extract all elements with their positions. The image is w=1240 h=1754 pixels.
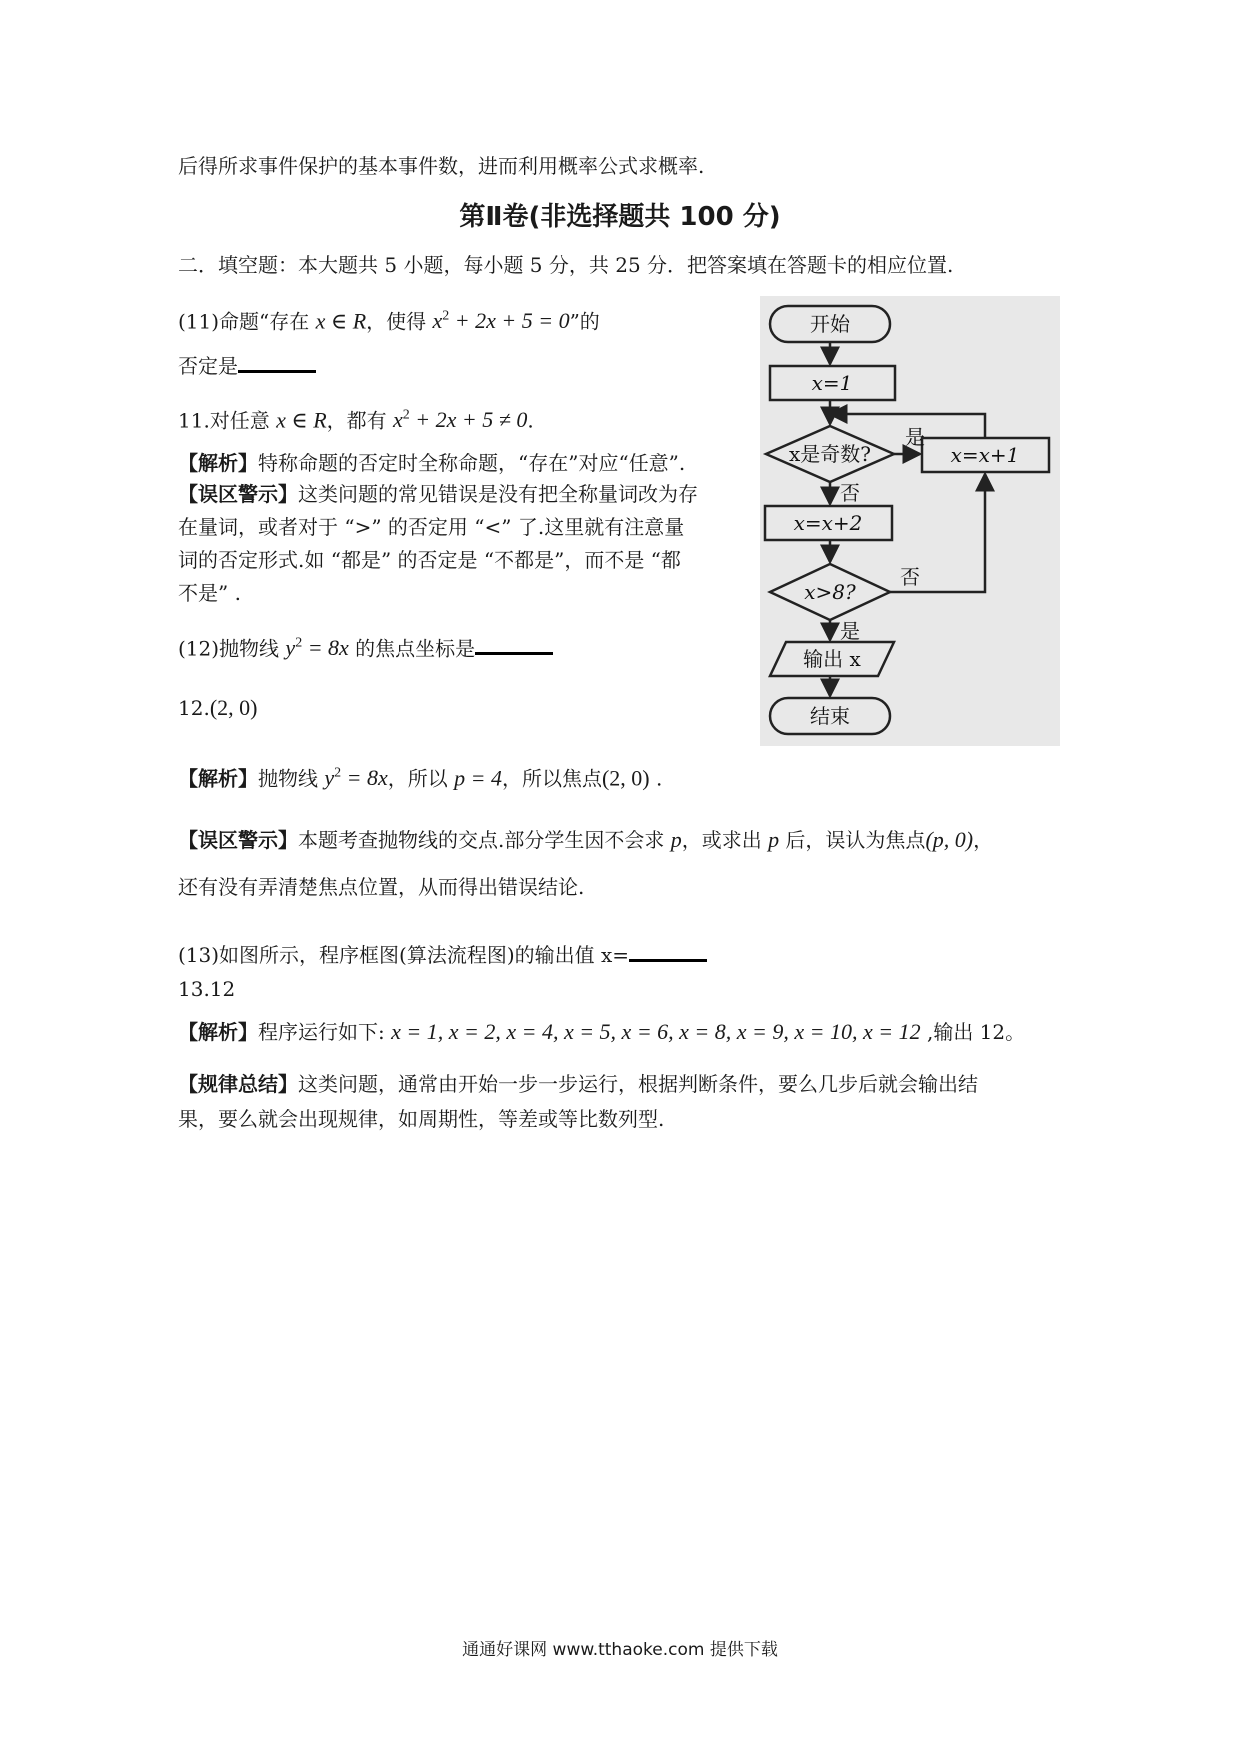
q11-suffix: ”的 bbox=[569, 309, 600, 334]
analysis12-eq-base: y bbox=[324, 765, 335, 791]
cond1-yes-label: 是 bbox=[905, 425, 925, 449]
output-label: 输出 x bbox=[803, 647, 861, 671]
q11-equation bbox=[433, 308, 570, 333]
analysis12-p1: 抛物线 bbox=[258, 766, 325, 791]
analysis11-text: 特称命题的否定时全称命题，“存在”对应“任意”. bbox=[258, 451, 686, 475]
answer-13: 13.12 bbox=[178, 977, 236, 1001]
analysis13-p2: ,输出 12。 bbox=[920, 1020, 1026, 1044]
question-11 bbox=[178, 303, 600, 335]
q11-line2-text: 否定是 bbox=[178, 354, 238, 378]
a11-eq-sup: 2 bbox=[402, 408, 410, 423]
a11-equation bbox=[393, 407, 527, 432]
a11-prefix: 11.对任意 bbox=[178, 408, 277, 433]
footer: 通通好课网 www.tthaoke.com 提供下载 bbox=[462, 1640, 778, 1660]
start-label: 开始 bbox=[810, 312, 850, 336]
analysis13-math: x = 1, x = 2, x = 4, x = 5, x = 6, x = 8, x = 9, x = 10, x = 12 bbox=[391, 1019, 921, 1044]
warning-11-line4: 不是” . bbox=[178, 581, 241, 605]
warning-11-line2: 在量词，或者对于 “>” 的否定用 “<” 了.这里就有注意量 bbox=[178, 515, 685, 539]
question-11-line2 bbox=[178, 352, 316, 380]
analysis-12 bbox=[178, 760, 662, 792]
analysis12-m2: p = 4 bbox=[454, 765, 502, 791]
flowchart bbox=[760, 296, 1060, 746]
q11-eq-rest: + 2x + 5 = 0 bbox=[449, 308, 570, 334]
q12-eq-sup: 2 bbox=[295, 636, 303, 651]
q11-math-domain: x ∈ R bbox=[315, 308, 367, 334]
warn12-p4: ， bbox=[973, 828, 994, 852]
warn11-tag: 【误区警示】 bbox=[178, 482, 298, 506]
question-12 bbox=[178, 630, 553, 662]
warn12-tag: 【误区警示】 bbox=[178, 828, 298, 852]
analysis12-eq-sup: 2 bbox=[334, 766, 342, 781]
section-title: 第Ⅱ卷(非选择题共 100 分) bbox=[459, 202, 781, 232]
analysis13-p1: 程序运行如下: bbox=[258, 1020, 392, 1044]
warn12-p2: ，或求出 bbox=[681, 828, 769, 852]
q11-prefix: (11)命题“存在 bbox=[178, 309, 316, 334]
cond2-no-label: 否 bbox=[900, 565, 920, 589]
question-13 bbox=[178, 941, 707, 969]
q12-answer-blank bbox=[475, 634, 553, 655]
even-step-label: x=x+2 bbox=[793, 511, 863, 535]
summary13-tag: 【规律总结】 bbox=[178, 1072, 298, 1096]
warn12-p1: 本题考查抛物线的交点.部分学生因不会求 bbox=[298, 828, 671, 852]
warn12-p3: 后，误认为焦点 bbox=[779, 828, 926, 852]
warn12-m1: p bbox=[670, 827, 682, 852]
q13-answer-blank bbox=[629, 941, 707, 962]
q11-mid: ，使得 bbox=[366, 309, 433, 334]
analysis13-tag: 【解析】 bbox=[178, 1020, 258, 1044]
section-instruction: 二．填空题：本大题共 5 小题，每小题 5 分，共 25 分．把答案填在答题卡的相应位置. bbox=[178, 253, 954, 277]
warning-11-line3: 词的否定形式.如 “都是” 的否定是 “不都是”，而不是 “都 bbox=[178, 548, 681, 572]
analysis12-p4: . bbox=[649, 766, 663, 791]
q11-eq-sup: 2 bbox=[442, 309, 450, 324]
analysis12-p3: ，所以焦点 bbox=[501, 766, 602, 791]
summary-13-line1 bbox=[178, 1070, 978, 1098]
analysis-13 bbox=[178, 1018, 1025, 1046]
analysis12-p2: ，所以 bbox=[387, 766, 455, 791]
cond2-label: x>8? bbox=[804, 580, 856, 604]
q11-eq-base: x bbox=[432, 308, 443, 334]
flowchart-svg bbox=[760, 296, 1060, 746]
warn12-m3: (p, 0) bbox=[925, 827, 974, 852]
warn11-line1: 这类问题的常见错误是没有把全称量词改为存 bbox=[298, 482, 698, 506]
warning-12-line2: 还有没有弄清楚焦点位置，从而得出错误结论. bbox=[178, 875, 585, 899]
q12-equation bbox=[285, 635, 348, 660]
q11-answer-blank bbox=[238, 352, 316, 373]
analysis12-eq-rest: = 8x bbox=[341, 765, 388, 791]
intro-text: 后得所求事件保护的基本事件数，进而利用概率公式求概率. bbox=[178, 154, 705, 178]
cond1-no-label: 否 bbox=[840, 481, 860, 505]
summary13-line1: 这类问题，通常由开始一步一步运行，根据判断条件，要么几步后就会输出结 bbox=[298, 1072, 978, 1096]
answer-12 bbox=[178, 694, 257, 722]
answer-11 bbox=[178, 402, 534, 434]
analysis12-m3: (2, 0) bbox=[601, 765, 650, 791]
a11-eq-rest: + 2x + 5 ≠ 0 bbox=[409, 407, 528, 433]
q12-eq-rest: = 8x bbox=[302, 635, 349, 661]
odd-step-label: x=x+1 bbox=[950, 443, 1020, 467]
a12-math: (2, 0) bbox=[209, 695, 258, 720]
q12-suffix: 的焦点坐标是 bbox=[348, 636, 476, 661]
analysis-11 bbox=[178, 449, 685, 477]
a11-math-domain: x ∈ R bbox=[276, 407, 327, 433]
end-label: 结束 bbox=[810, 704, 850, 728]
q13-text: (13)如图所示，程序框图(算法流程图)的输出值 x= bbox=[178, 943, 630, 967]
init-label: x=1 bbox=[811, 371, 853, 395]
a11-eq-base: x bbox=[393, 407, 403, 433]
warn12-m2: p bbox=[768, 827, 780, 852]
warning-12-line1 bbox=[178, 826, 993, 854]
a11-mid: ，都有 bbox=[326, 408, 394, 433]
analysis12-equation bbox=[324, 765, 387, 790]
analysis11-tag: 【解析】 bbox=[178, 451, 258, 475]
q12-prefix: (12)抛物线 bbox=[178, 636, 286, 661]
warning-11-line1 bbox=[178, 480, 698, 508]
cond1-label: x是奇数? bbox=[788, 442, 872, 466]
summary-13-line2: 果，要么就会出现规律，如周期性，等差或等比数列型. bbox=[178, 1107, 665, 1131]
cond2-yes-label: 是 bbox=[840, 619, 860, 643]
q12-eq-base: y bbox=[285, 635, 296, 661]
analysis12-tag: 【解析】 bbox=[178, 766, 258, 791]
a11-suffix: . bbox=[527, 408, 534, 433]
a12-prefix: 12. bbox=[178, 696, 210, 720]
